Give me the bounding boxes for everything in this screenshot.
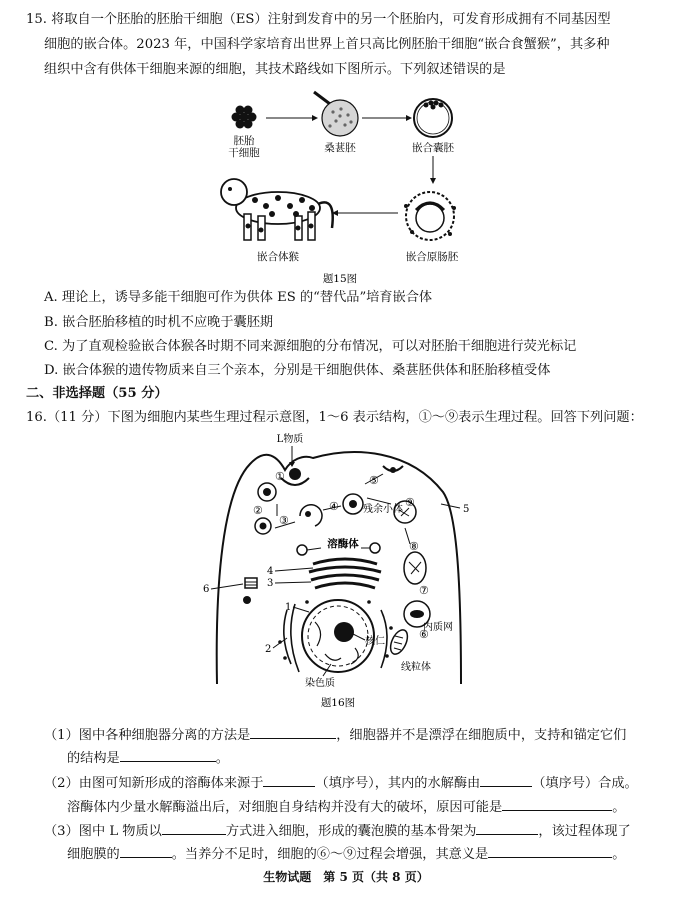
label-residual-body: 残余小体 — [363, 504, 403, 515]
answer-blank-sub3-1[interactable] — [162, 820, 226, 835]
q16-sub3-line1 — [44, 820, 631, 841]
process-4: ④ — [329, 500, 339, 513]
q16-intro: 16.（11 分）下图为细胞内某些生理过程示意图，1～6 表示结构，①～⑨表示生理过程。回答下列问题： — [26, 410, 643, 425]
q15-option-d: D. 嵌合体猴的遗传物质来自三个亲本，分别是干细胞供体、桑葚胚供体和胚胎移植受体 — [44, 363, 551, 378]
q15-option-a: A. 理论上，诱导多能干细胞可作为供体 ES 的“替代品”培育嵌合体 — [44, 290, 433, 305]
label-es-2: 干细胞 — [228, 147, 260, 159]
q16-sub2-text-b: （填序号），其内的水解酶由 — [315, 776, 481, 791]
process-9: ⑨ — [405, 496, 415, 509]
q16-sub3-text-b: 方式进入细胞，形成的囊泡膜的基本骨架为 — [225, 824, 477, 839]
label-morula: 桑葚胚 — [324, 142, 356, 154]
q15-line-1: 15. 将取自一个胚胎的胚胎干细胞（ES）注射到发育中的另一个胚胎内，可发育形成拥有不同基因型 — [26, 12, 611, 27]
figure-16 — [195, 432, 485, 710]
figure-15-caption: 题15图 — [322, 273, 358, 285]
q16-sub1-text-d: 。 — [215, 751, 229, 766]
q16-sub1-line1 — [44, 724, 626, 745]
q15-line-2: 细胞的嵌合体。2023 年，中国科学家培育出世界上首只高比例胚胎干细胞“嵌合食蟹猴”，其多种 — [44, 37, 610, 52]
label-monkey: 嵌合体猴 — [257, 251, 299, 263]
q16-sub3-text-a: （3）图中 L 物质以 — [44, 824, 162, 839]
process-1: ① — [275, 470, 285, 483]
label-er: 内质网 — [423, 622, 453, 633]
num-6: 6 — [203, 584, 210, 595]
num-3: 3 — [267, 578, 274, 589]
centriole-icon — [243, 578, 257, 604]
answer-blank-sub2-2[interactable] — [480, 772, 532, 787]
label-l-substance: L物质 — [276, 434, 304, 445]
label-chromatin: 染色质 — [305, 678, 335, 689]
q15-line-3: 组织中含有供体干细胞来源的细胞，其技术路线如下图所示。下列叙述错误的是 — [44, 62, 506, 77]
gastrula-icon — [404, 192, 456, 240]
label-gastrula: 嵌合原肠胚 — [405, 251, 459, 263]
answer-blank-sub1-1[interactable] — [250, 724, 336, 739]
label-blastocyst: 嵌合囊胚 — [412, 142, 454, 154]
es-cells-icon — [232, 106, 257, 129]
q16-sub2-text-c: （填序号）合成。 — [532, 776, 638, 791]
golgi-icon — [309, 559, 381, 588]
process-6: ⑥ — [419, 628, 429, 641]
process-5: ⑤ — [369, 474, 379, 487]
q16-sub2-text-a: （2）由图可知新形成的溶酶体来源于 — [44, 776, 264, 791]
q16-sub1-text-a: （1）图中各种细胞器分离的方法是 — [44, 728, 251, 743]
page-footer: 生物试题 第 5 页（共 8 页） — [263, 870, 429, 884]
q16-sub1-text-c: 的结构是 — [67, 751, 120, 766]
q16-sub2-line2 — [67, 796, 625, 817]
blastocyst-icon — [414, 99, 452, 137]
chimeric-monkey-icon — [221, 179, 333, 240]
label-mitochondrion: 线粒体 — [401, 662, 431, 673]
figure-16-caption: 题16图 — [320, 697, 356, 709]
process-7: ⑦ — [419, 584, 429, 597]
q16-sub3-line2 — [67, 843, 625, 864]
q16-sub3-text-f: 。 — [612, 847, 626, 862]
answer-blank-sub3-4[interactable] — [488, 843, 612, 858]
num-4: 4 — [267, 566, 274, 577]
num-5: 5 — [463, 504, 470, 515]
q16-sub2-line1 — [44, 772, 638, 793]
mitochondrion-icon — [387, 627, 411, 656]
process-3: ③ — [279, 514, 289, 527]
figure-15 — [200, 88, 520, 286]
q16-sub1-line2 — [67, 747, 229, 768]
num-1: 1 — [285, 602, 292, 613]
label-es-1: 胚胎 — [233, 135, 255, 147]
answer-blank-sub3-3[interactable] — [120, 843, 172, 858]
q15-option-c: C. 为了直观检验嵌合体猴各时期不同来源细胞的分布情况，可以对胚胎干细胞进行荧光标记 — [44, 339, 577, 354]
q16-sub3-text-d: 细胞膜的 — [67, 847, 120, 862]
q16-sub2-text-d: 溶酶体内少量水解酶溢出后，对细胞自身结构并没有大的破坏，原因可能是 — [67, 800, 503, 815]
answer-blank-sub1-2[interactable] — [120, 747, 216, 762]
morula-icon — [322, 100, 358, 136]
q15-option-b: B. 嵌合胚胎移植的时机不应晚于囊胚期 — [44, 315, 274, 330]
q16-sub2-text-e: 。 — [612, 800, 626, 815]
q16-sub1-text-b: ，细胞器并不是漂浮在细胞质中，支持和锚定它们 — [336, 728, 627, 743]
label-nucleolus: 核仁 — [365, 636, 385, 647]
answer-blank-sub3-2[interactable] — [476, 820, 538, 835]
label-lysosome: 溶酶体 — [327, 538, 359, 550]
q16-sub3-text-c: ，该过程体现了 — [538, 824, 631, 839]
process-8: ⑧ — [409, 540, 419, 553]
num-2: 2 — [265, 644, 272, 655]
process-2: ② — [253, 504, 263, 517]
section-2-heading: 二、非选择题（55 分） — [26, 386, 168, 401]
q16-sub3-text-e: 。当养分不足时，细胞的⑥～⑨过程会增强，其意义是 — [171, 847, 489, 862]
nucleus-icon — [302, 600, 374, 672]
answer-blank-sub2-1[interactable] — [263, 772, 315, 787]
answer-blank-sub2-3[interactable] — [502, 796, 612, 811]
